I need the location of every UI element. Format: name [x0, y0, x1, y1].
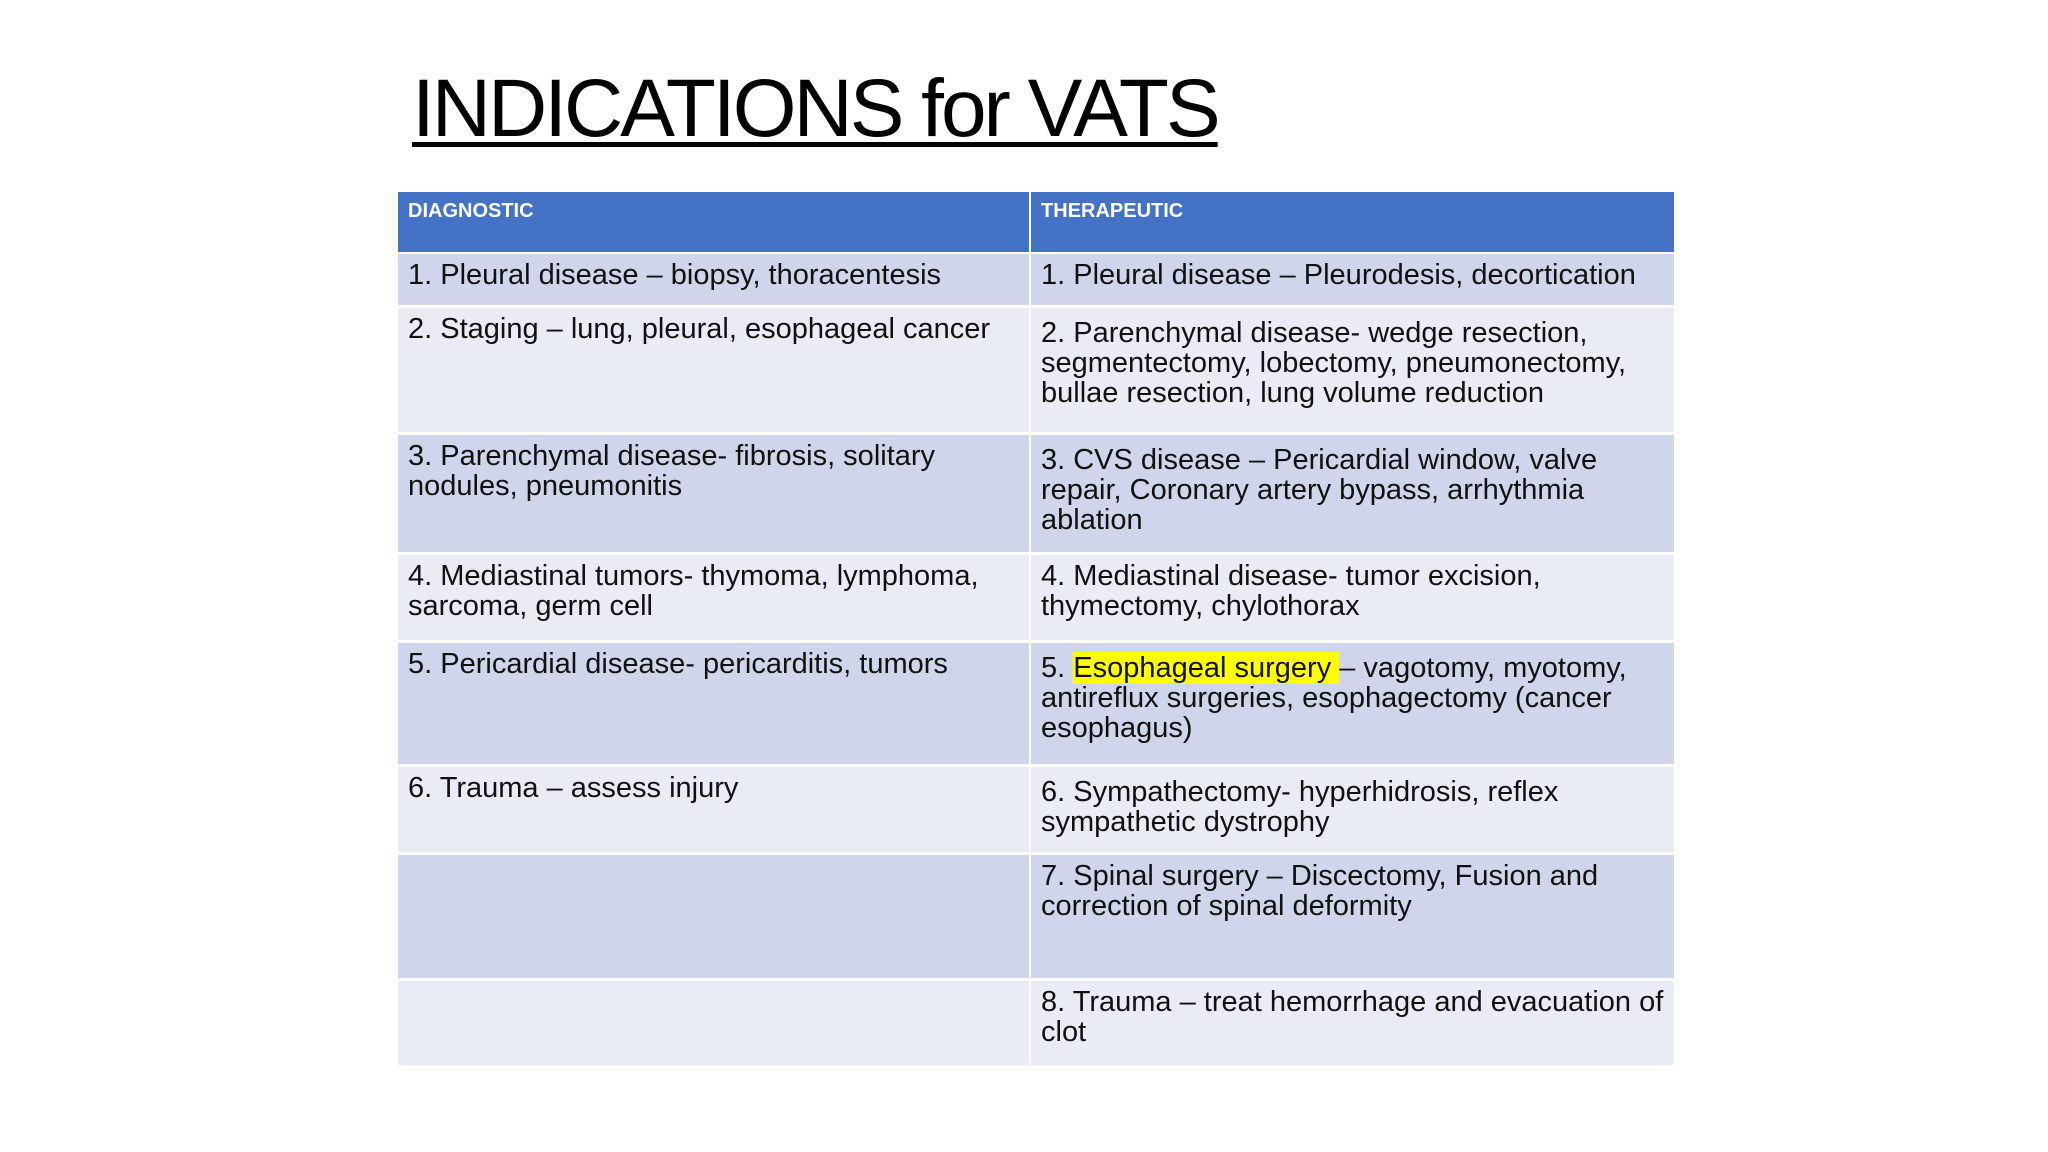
diagnostic-cell: 3. Parenchymal disease- fibrosis, solitary nodules, pneumonitis	[398, 433, 1030, 553]
therapeutic-cell: 6. Sympathectomy- hyperhidrosis, reflex sympathetic dystrophy	[1030, 765, 1674, 853]
slide-title: INDICATIONS for VATS	[412, 63, 1218, 154]
therapeutic-rest: – vagotomy, myotomy, antireflux surgeries, esophagectomy (cancer esophagus)	[1041, 651, 1627, 744]
table-row	[398, 641, 1674, 765]
therapeutic-cell: 3. CVS disease – Pericardial window, valve repair, Coronary artery bypass, arrhythmia ablation	[1030, 433, 1674, 553]
table-row	[398, 553, 1674, 641]
diagnostic-cell	[398, 853, 1030, 979]
therapeutic-cell: 7. Spinal surgery – Discectomy, Fusion and correction of spinal deformity	[1030, 853, 1674, 979]
header-therapeutic: THERAPEUTIC	[1030, 192, 1674, 253]
therapeutic-cell: 2. Parenchymal disease- wedge resection, segmentectomy, lobectomy, pneumonectomy, bullae resection, lung volume reduction	[1030, 306, 1674, 433]
table-row	[398, 306, 1674, 433]
highlighted-text: Esophageal surgery	[1073, 651, 1340, 684]
diagnostic-cell: 5. Pericardial disease- pericarditis, tumors	[398, 641, 1030, 765]
indications-table	[398, 192, 1674, 1068]
diagnostic-cell: 6. Trauma – assess injury	[398, 765, 1030, 853]
diagnostic-cell: 4. Mediastinal tumors- thymoma, lymphoma, sarcoma, germ cell	[398, 553, 1030, 641]
therapeutic-cell: 8. Trauma – treat hemorrhage and evacuation of clot	[1030, 979, 1674, 1066]
therapeutic-cell	[1030, 641, 1674, 765]
diagnostic-cell	[398, 979, 1030, 1066]
table-row	[398, 979, 1674, 1066]
therapeutic-cell: 1. Pleural disease – Pleurodesis, decortication	[1030, 253, 1674, 306]
diagnostic-cell: 1. Pleural disease – biopsy, thoracentesis	[398, 253, 1030, 306]
table-row	[398, 853, 1674, 979]
table-row	[398, 433, 1674, 553]
table-header-row	[398, 192, 1674, 253]
header-diagnostic: DIAGNOSTIC	[398, 192, 1030, 253]
therapeutic-cell: 4. Mediastinal disease- tumor excision, thymectomy, chylothorax	[1030, 553, 1674, 641]
therapeutic-prefix: 5.	[1041, 651, 1074, 684]
diagnostic-cell: 2. Staging – lung, pleural, esophageal cancer	[398, 306, 1030, 433]
table-row	[398, 253, 1674, 306]
table-row	[398, 765, 1674, 853]
